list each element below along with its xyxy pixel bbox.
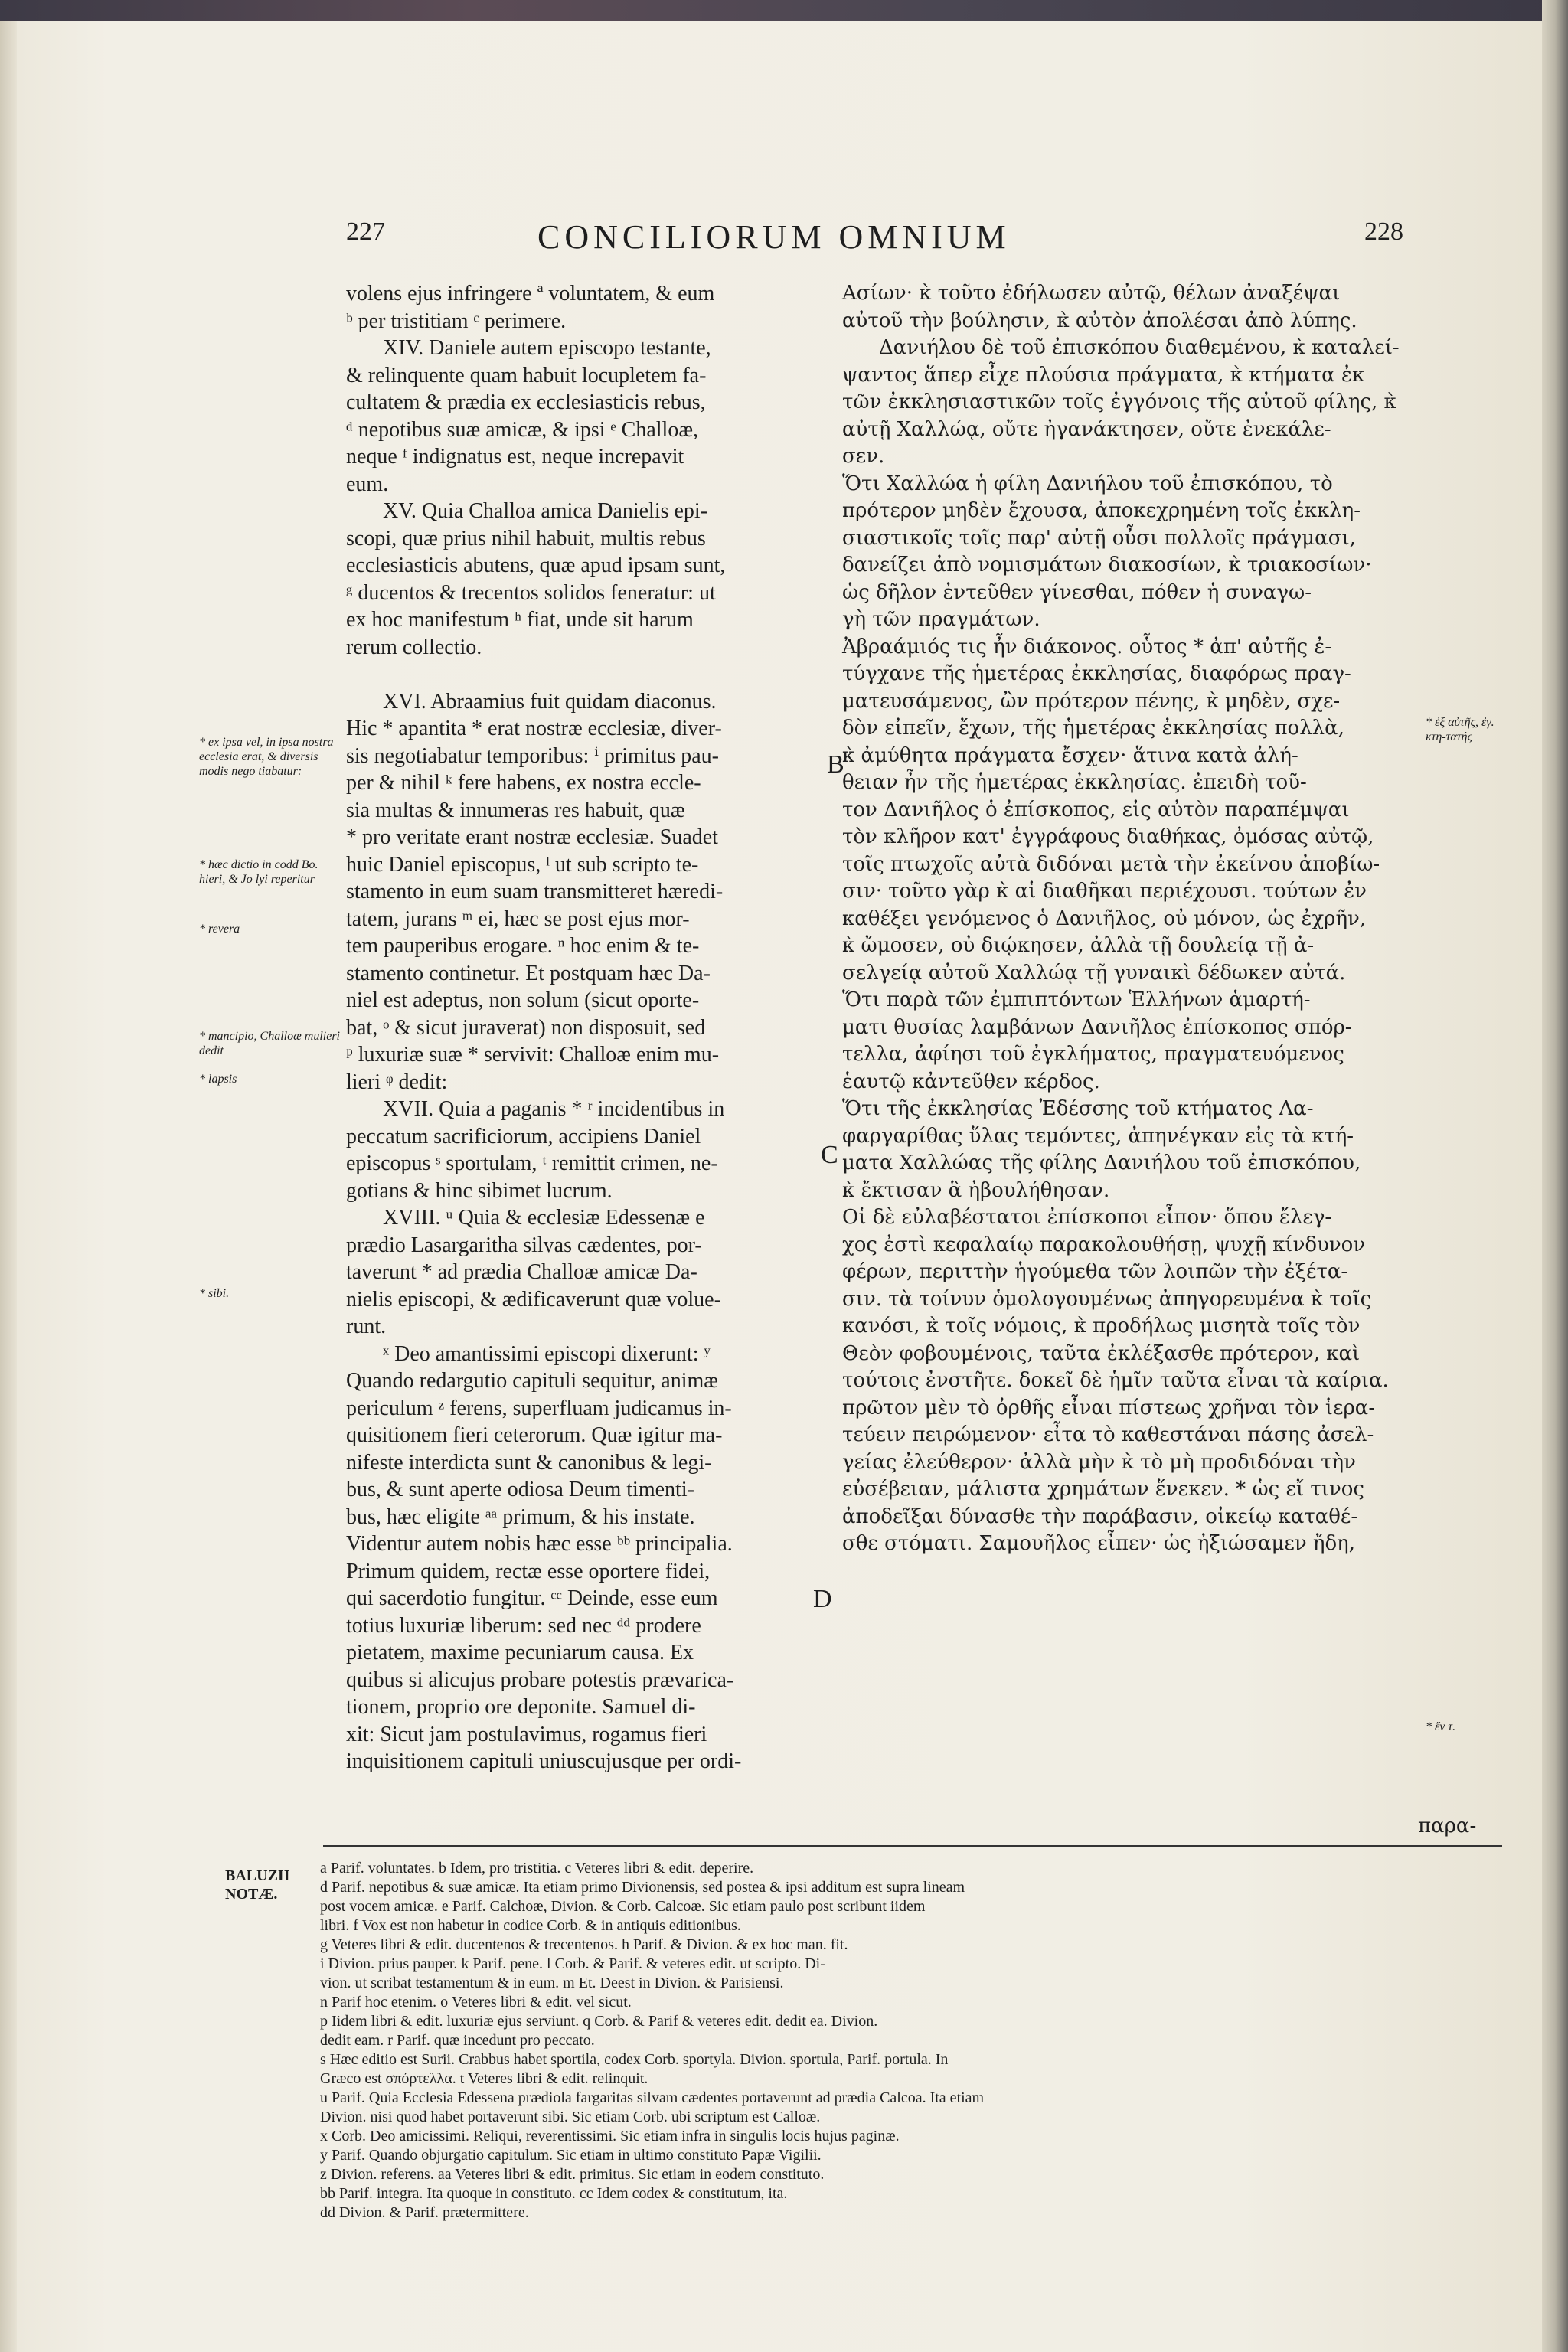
section-letter-d: D [813, 1585, 832, 1613]
text-line: ᵖ luxuriæ suæ * servivit: Challoæ enim mu- [346, 1043, 720, 1067]
text-line: τελλα, ἀφίησι τοῦ ἐγκλήματος, πραγματευόμενος [842, 1043, 1344, 1066]
text-line: n Parif hoc etenim. o Veteres libri & edit. vel sicut. [320, 1994, 632, 2011]
margin-note-right: * ἐξ αὐτῆς, ἐγ. κτη-τατής [1426, 716, 1494, 743]
text-line: σιν· τοῦτο γὰρ κ̀ αἱ διαθῆκαι περιέχουσι. τούτων ἐν [842, 880, 1367, 903]
margin-note-right: * ἔν τ. [1426, 1720, 1456, 1733]
text-line: σιν. τὰ τοίνυν ὁμολογουμένως ἀπηγορευμένα κ̀ τοῖς [842, 1287, 1372, 1311]
margin-note-left: * hæc dictio in codd Bo. hieri, & Jo lyi reperitur [199, 858, 318, 886]
margin-note-left: * sibi. [199, 1287, 230, 1300]
text-line: ᵈ nepotibus suæ amicæ, & ipsi ᵉ Challoæ, [346, 417, 699, 442]
text-line: τοῖς πτωχοῖς αὐτὰ διδόναι μετὰ τὴν ἐκείνου ἀποβίω- [842, 852, 1380, 876]
text-line: γείας ἐλεύθερον· ἀλλὰ μὴν κ̀ τὸ μὴ προδιδόναι τὴν [842, 1450, 1356, 1474]
text-line: Quando redargutio capituli sequitur, animæ [346, 1369, 718, 1393]
margin-note-left: * ex ipsa vel, in ipsa nostra ecclesia erat, & diversis modis nego tiabatur: [199, 736, 334, 778]
text-line: Divion. nisi quod habet portaverunt sibi. Sic etiam Corb. ubi scriptum est Calloæ. [320, 2109, 821, 2125]
text-line: τὸν κλῆρον κατ' ἐγγράφους διαθήκας, ὀμόσας αὐτῷ, [842, 825, 1374, 848]
text-line: XVII. Quia a paganis * ʳ incidentibus in [383, 1097, 725, 1121]
text-line: taverunt * ad prædia Challoæ amicæ Da- [346, 1260, 697, 1284]
text-line: xit: Sicut jam postulavimus, rogamus fieri [346, 1722, 707, 1746]
text-line: scopi, quæ prius nihil habuit, multis rebus [346, 526, 706, 550]
latin-column [346, 280, 828, 1775]
text-line: stamento in eum suam transmitteret hæredi- [346, 880, 724, 903]
text-line: τον Δανιῆλος ὁ ἐπίσκοπος, εἰς αὐτὸν παραπέμψαι [842, 798, 1350, 822]
text-line: quisitionem fieri ceterorum. Quæ igitur ma- [346, 1423, 723, 1447]
text-line: z Divion. referens. aa Veteres libri & edit. primitus. Sic etiam in eodem constituto. [320, 2166, 825, 2183]
text-line: ἀποδεῖξαι δύνασθε τὴν παράβασιν, οἰκείῳ καταθέ- [842, 1504, 1358, 1528]
margin-note-left: * revera [199, 923, 240, 936]
text-line: a Parif. voluntates. b Idem, pro tristitia. c Veteres libri & edit. deperire. [320, 1860, 754, 1877]
text-line: runt. [346, 1315, 387, 1338]
text-line: bat, ᵒ & sicut juraverat) non disposuit, sed [346, 1015, 706, 1040]
text-line: huic Daniel episcopus, ˡ ut sub scripto te- [346, 852, 699, 877]
text-line: τῶν ἐκκλησιαστικῶν τοῖς ἐγγόνοις τῆς αὐτοῦ φίλης, κ̀ [842, 390, 1396, 413]
text-line: nielis episcopi, & ædificaverunt quæ volue- [346, 1287, 721, 1312]
text-line: Δανιήλου δὲ τοῦ ἐπισκόπου διαθεμένου, κ̀ καταλεί- [879, 336, 1400, 359]
text-line: post vocem amicæ. e Parif. Calchoæ, Divion. & Corb. Calcoæ. Sic etiam paulo post scribunt iidem [320, 1898, 926, 1915]
text-line: σελγείᾳ αὐτοῦ Χαλλώᾳ τῇ γυναικὶ δέδωκεν αὐτά. [842, 961, 1346, 985]
text-line: καθέξει γενόμενος ὁ Δανιῆλος, οὐ μόνον, ὡς ἐχρῆν, [842, 906, 1367, 930]
text-line: vion. ut scribat testamentum & in eum. m Et. Deest in Divion. & Parisiensi. [320, 1975, 784, 1991]
text-line: ἑαυτῷ κἀντεῦθεν κέρδος. [842, 1070, 1100, 1093]
text-line: peccatum sacrificiorum, accipiens Daniel [346, 1124, 701, 1148]
text-line: ὡς δῆλον ἐντεῦθεν γίνεσθαι, πόθεν ἡ συναγω- [842, 580, 1312, 604]
text-line: p Iidem libri & edit. luxuriæ ejus serviunt. q Corb. & Parif & veteres edit. dedit ea. Divion. [320, 2013, 878, 2030]
text-line: ˣ Deo amantissimi episcopi dixerunt: ʸ [383, 1341, 710, 1366]
text-line: x Corb. Deo amicissimi. Reliqui, reverentissimi. Sic etiam infra in singulis locis hujus paginæ. [320, 2128, 900, 2145]
text-line: bb Parif. integra. Ita quoque in constituto. cc Idem codex & constitutum, ita. [320, 2185, 788, 2202]
text-line: lieri ᵠ dedit: [346, 1070, 448, 1094]
text-line: δανείζει ἀπὸ νομισμάτων διακοσίων, κ̀ τριακοσίων· [842, 554, 1372, 577]
text-line: ᵇ per tristitiam ᶜ perimere. [346, 309, 567, 333]
text-line: κανόσι, κ̀ τοῖς νόμοις, κ̀ προδήλως μισητὰ τοῖς τὸν [842, 1315, 1361, 1338]
notes-label-line: NOTÆ. [225, 1886, 278, 1903]
book-top-edge [0, 0, 1568, 21]
text-line: per & nihil ᵏ fere habens, ex nostra eccle- [346, 771, 701, 795]
text-line: bus, & sunt aperte odiosa Deum timenti- [346, 1478, 694, 1501]
text-line: ματευσάμενος, ὢν πρότερον πένης, κ̀ μηδὲν, σχε- [842, 689, 1341, 713]
text-line: θειαν ἦν τῆς ἡμετέρας ἐκκλησίας. ἐπειδὴ τοῦ- [842, 771, 1307, 794]
text-line: ecclesiasticis abutens, quæ apud ipsam sunt, [346, 554, 726, 577]
text-line: Ασίων· κ̀ τοῦτο ἐδήλωσεν αὐτῷ, θέλων ἀναξέψαι [842, 282, 1341, 305]
text-line: Οἱ δὲ εὐλαβέστατοι ἐπίσκοποι εἶπον· ὅπου ἔλεγ- [842, 1206, 1332, 1229]
text-line: u Parif. Quia Ecclesia Edessena prædiola fargaritas silvam cædentes portaverunt ad prædia Calcoa. Ita etiam [320, 2089, 985, 2106]
text-line: tem pauperibus erogare. ⁿ hoc enim & te- [346, 934, 700, 958]
text-line: stamento continetur. Et postquam hæc Da- [346, 961, 710, 985]
text-line: XVI. Abraamius fuit quidam diaconus. [383, 689, 717, 714]
text-line: κ̀ ἀμύθητα πράγματα ἔσχεν· ἅτινα κατὰ ἀλή- [842, 743, 1298, 767]
text-line: αὐτῇ Χαλλώᾳ, οὔτε ἠγανάκτησεν, οὔτε ἐνεκάλε- [842, 417, 1331, 441]
text-line: Θεὸν φοβουμένοις, ταῦτα ἐκλέξασθε πρότερον, καὶ [842, 1341, 1361, 1365]
text-line: & relinquente quam habuit locupletem fa- [346, 363, 707, 387]
left-page-number: 227 [346, 217, 385, 246]
text-line: periculum ᶻ ferens, superfluam judicamus in- [346, 1396, 732, 1420]
text-line: libri. f Vox est non habetur in codice Corb. & in antiquis editionibus. [320, 1917, 741, 1934]
text-line: XV. Quia Challoa amica Danielis epi- [383, 499, 708, 523]
text-line: pietatem, maxime pecuniarum causa. Ex [346, 1641, 694, 1664]
text-line: neque ᶠ indignatus est, neque increpavit [346, 445, 684, 469]
text-line: Ὅτι τῆς ἐκκλησίας Ἐδέσσης τοῦ κτήματος Λα- [842, 1097, 1314, 1120]
text-line: prædio Lasargaritha silvas cædentes, por- [346, 1233, 702, 1257]
text-line: volens ejus infringere ª voluntatem, & eum [346, 282, 715, 305]
text-line: γὴ τῶν πραγμάτων. [842, 608, 1040, 631]
text-line: rerum collectio. [346, 635, 482, 659]
text-line: d Parif. nepotibus & suæ amicæ. Ita etiam primo Divionensis, sed postea & ipsi additum est supra lineam [320, 1879, 965, 1896]
text-line: nifeste interdicta sunt & canonibus & legi- [346, 1450, 712, 1475]
text-line: Hic * apantita * erat nostræ ecclesiæ, diver- [346, 717, 722, 740]
right-page-number: 228 [1364, 217, 1403, 246]
text-line: δὸν εἰπεῖν, ἔχων, τῆς ἡμετέρας ἐκκλησίας πολλὰ, [842, 717, 1344, 740]
text-line: τούτοις ἐνστῆτε. δοκεῖ δὲ ἡμῖν ταῦτα εἶναι τὰ καίρια. [842, 1369, 1389, 1392]
text-line: σιαστικοῖς τοῖς παρ' αὐτῇ οὖσι πολλοῖς πράγμασι, [842, 526, 1356, 550]
text-line: s Hæc editio est Surii. Crabbus habet sportila, codex Corb. sportyla. Divion. sportula, Parif. portula. In [320, 2051, 949, 2068]
section-letter-b: B [827, 750, 844, 779]
text-line: inquisitionem capituli uniuscujusque per ordi- [346, 1749, 742, 1773]
text-line: cultatem & prædia ex ecclesiasticis rebus, [346, 390, 706, 414]
text-line: αὐτοῦ τὴν βούλησιν, κ̀ αὐτὸν ἀπολέσαι ἀπὸ λύπης. [842, 309, 1357, 332]
text-line: totius luxuriæ liberum: sed nec ᵈᵈ prodere [346, 1613, 701, 1638]
text-line: i Divion. prius pauper. k Parif. pene. l Corb. & Parif. & veteres edit. ut scripto. Di- [320, 1955, 825, 1972]
section-letter-c: C [821, 1141, 838, 1169]
text-line: XVIII. ᵘ Quia & ecclesiæ Edessenæ e [383, 1206, 705, 1230]
text-line: bus, hæc eligite ᵃᵃ primum, & his instate. [346, 1504, 695, 1529]
footnote-rule [323, 1845, 1502, 1847]
text-line: σθε στόματι. Σαμουῆλος εἶπεν· ὡς ἠξιώσαμεν ἤδη, [842, 1532, 1356, 1555]
margin-note-left: * lapsis [199, 1073, 237, 1086]
text-line: κ̀ ὤμοσεν, οὐ διῴκησεν, ἀλλὰ τῇ δουλείᾳ τῇ ἀ- [842, 934, 1315, 957]
text-line: φέρων, περιττὴν ἡγούμεθα τῶν λοιπῶν τὴν ἐξέτα- [842, 1260, 1348, 1283]
text-line: tatem, jurans ᵐ ei, hæc se post ejus mor- [346, 906, 690, 931]
notes-label [225, 1867, 289, 1903]
text-line: ψαντος ἅπερ εἶχε πλούσια πράγματα, κ̀ κτήματα ἐκ [842, 363, 1365, 387]
text-line: κ̀ ἔκτισαν ἃ ἠβουλήθησαν. [842, 1178, 1110, 1202]
margin-note-left: * mancipio, Challoæ mulieri dedit [199, 1030, 340, 1057]
catchword: παρα- [1418, 1815, 1477, 1838]
text-line: πρότερον μηδὲν ἔχουσα, ἀποκεχρημένη τοῖς ἐκκλη- [842, 499, 1361, 522]
page-right-edge [1542, 0, 1568, 2352]
greek-column [842, 280, 1409, 1558]
running-title: CONCILIORUM OMNIUM [537, 218, 1011, 256]
text-line: Videntur autem nobis hæc esse ᵇᵇ principalia. [346, 1532, 733, 1556]
text-line [346, 661, 828, 688]
text-line: eum. [346, 472, 389, 496]
baluzii-notes [320, 1859, 1491, 2223]
text-line: ex hoc manifestum ʰ fiat, unde sit harum [346, 608, 694, 632]
text-line: * pro veritate erant nostræ ecclesiæ. Suadet [346, 825, 718, 849]
page-gutter [0, 21, 17, 2352]
text-line: ματα Χαλλώας τῆς φίλης Δανιήλου τοῦ ἐπισκόπου, [842, 1152, 1361, 1174]
text-line: Græco est σπόρτελλα. t Veteres libri & edit. relinquit. [320, 2070, 648, 2087]
text-line: niel est adeptus, non solum (sicut oporte- [346, 988, 700, 1012]
text-line: ᵍ ducentos & trecentos solidos feneratur: ut [346, 580, 716, 605]
text-line: Ἀβραάμιός τις ἦν διάκονος. οὗτος * ἀπ' αὐτῆς ἐ- [842, 635, 1332, 658]
text-line: tionem, proprio ore deponite. Samuel di- [346, 1695, 696, 1719]
text-line: y Parif. Quando objurgatio capitulum. Sic etiam in ultimo constituto Papæ Vigilii. [320, 2147, 822, 2164]
text-line: gotians & hinc sibimet lucrum. [346, 1178, 612, 1203]
text-line: πρῶτον μὲν τὸ ὀρθῆς εἶναι πίστεως χρῆναι τὸν ἱερα- [842, 1396, 1376, 1419]
text-line: χος ἐστὶ κεφαλαίῳ παρακολουθήσῃ, ψυχῇ κίνδυνον [842, 1233, 1366, 1256]
text-line: φαργαρίθας ὕλας τεμόντες, ἀπηνέγκαν εἰς τὰ κτή- [842, 1124, 1354, 1148]
text-line: dedit eam. r Parif. quæ incedunt pro peccato. [320, 2032, 595, 2049]
text-line: sia multas & innumeras res habuit, quæ [346, 798, 685, 822]
text-line: σεν. [842, 445, 885, 468]
text-line: τεύειν πειρώμενον· εἶτα τὸ καθεστάναι πάσης ἀσελ- [842, 1423, 1374, 1446]
text-line: Primum quidem, rectæ esse oportere fidei, [346, 1559, 710, 1583]
text-line: sis negotiabatur temporibus: ⁱ primitus pau- [346, 743, 720, 768]
text-line: quibus si alicujus probare potestis prævarica- [346, 1668, 734, 1692]
text-line: ματι θυσίας λαμβάνων Δανιῆλος ἐπίσκοπος σπόρ- [842, 1015, 1352, 1039]
text-line: Ὅτι Χαλλώα ἡ φίλη Δανιήλου τοῦ ἐπισκόπου, τὸ [842, 472, 1333, 495]
text-line: g Veteres libri & edit. ducentenos & trecentenos. h Parif. & Divion. & ex hoc man. fit. [320, 1936, 848, 1953]
text-line: τύγχανε τῆς ἡμετέρας ἐκκλησίας, διαφόρως πραγ- [842, 662, 1351, 685]
text-line: dd Divion. & Parif. prætermittere. [320, 2204, 529, 2221]
text-line: XIV. Daniele autem episcopo testante, [383, 336, 711, 360]
text-line: episcopus ˢ sportulam, ᵗ remittit crimen, ne- [346, 1152, 718, 1175]
text-line: Ὅτι παρὰ τῶν ἐμπιπτόντων Ἑλλήνων ἁμαρτή- [842, 988, 1311, 1011]
text-line: qui sacerdotio fungitur. ᶜᶜ Deinde, esse eum [346, 1586, 718, 1610]
book-page [17, 21, 1542, 2352]
text-line: εὐσέβειαν, μάλιστα χρημάτων ἕνεκεν. * ὡς εἴ τινος [842, 1478, 1364, 1501]
notes-label-line: BALUZII [225, 1867, 290, 1884]
